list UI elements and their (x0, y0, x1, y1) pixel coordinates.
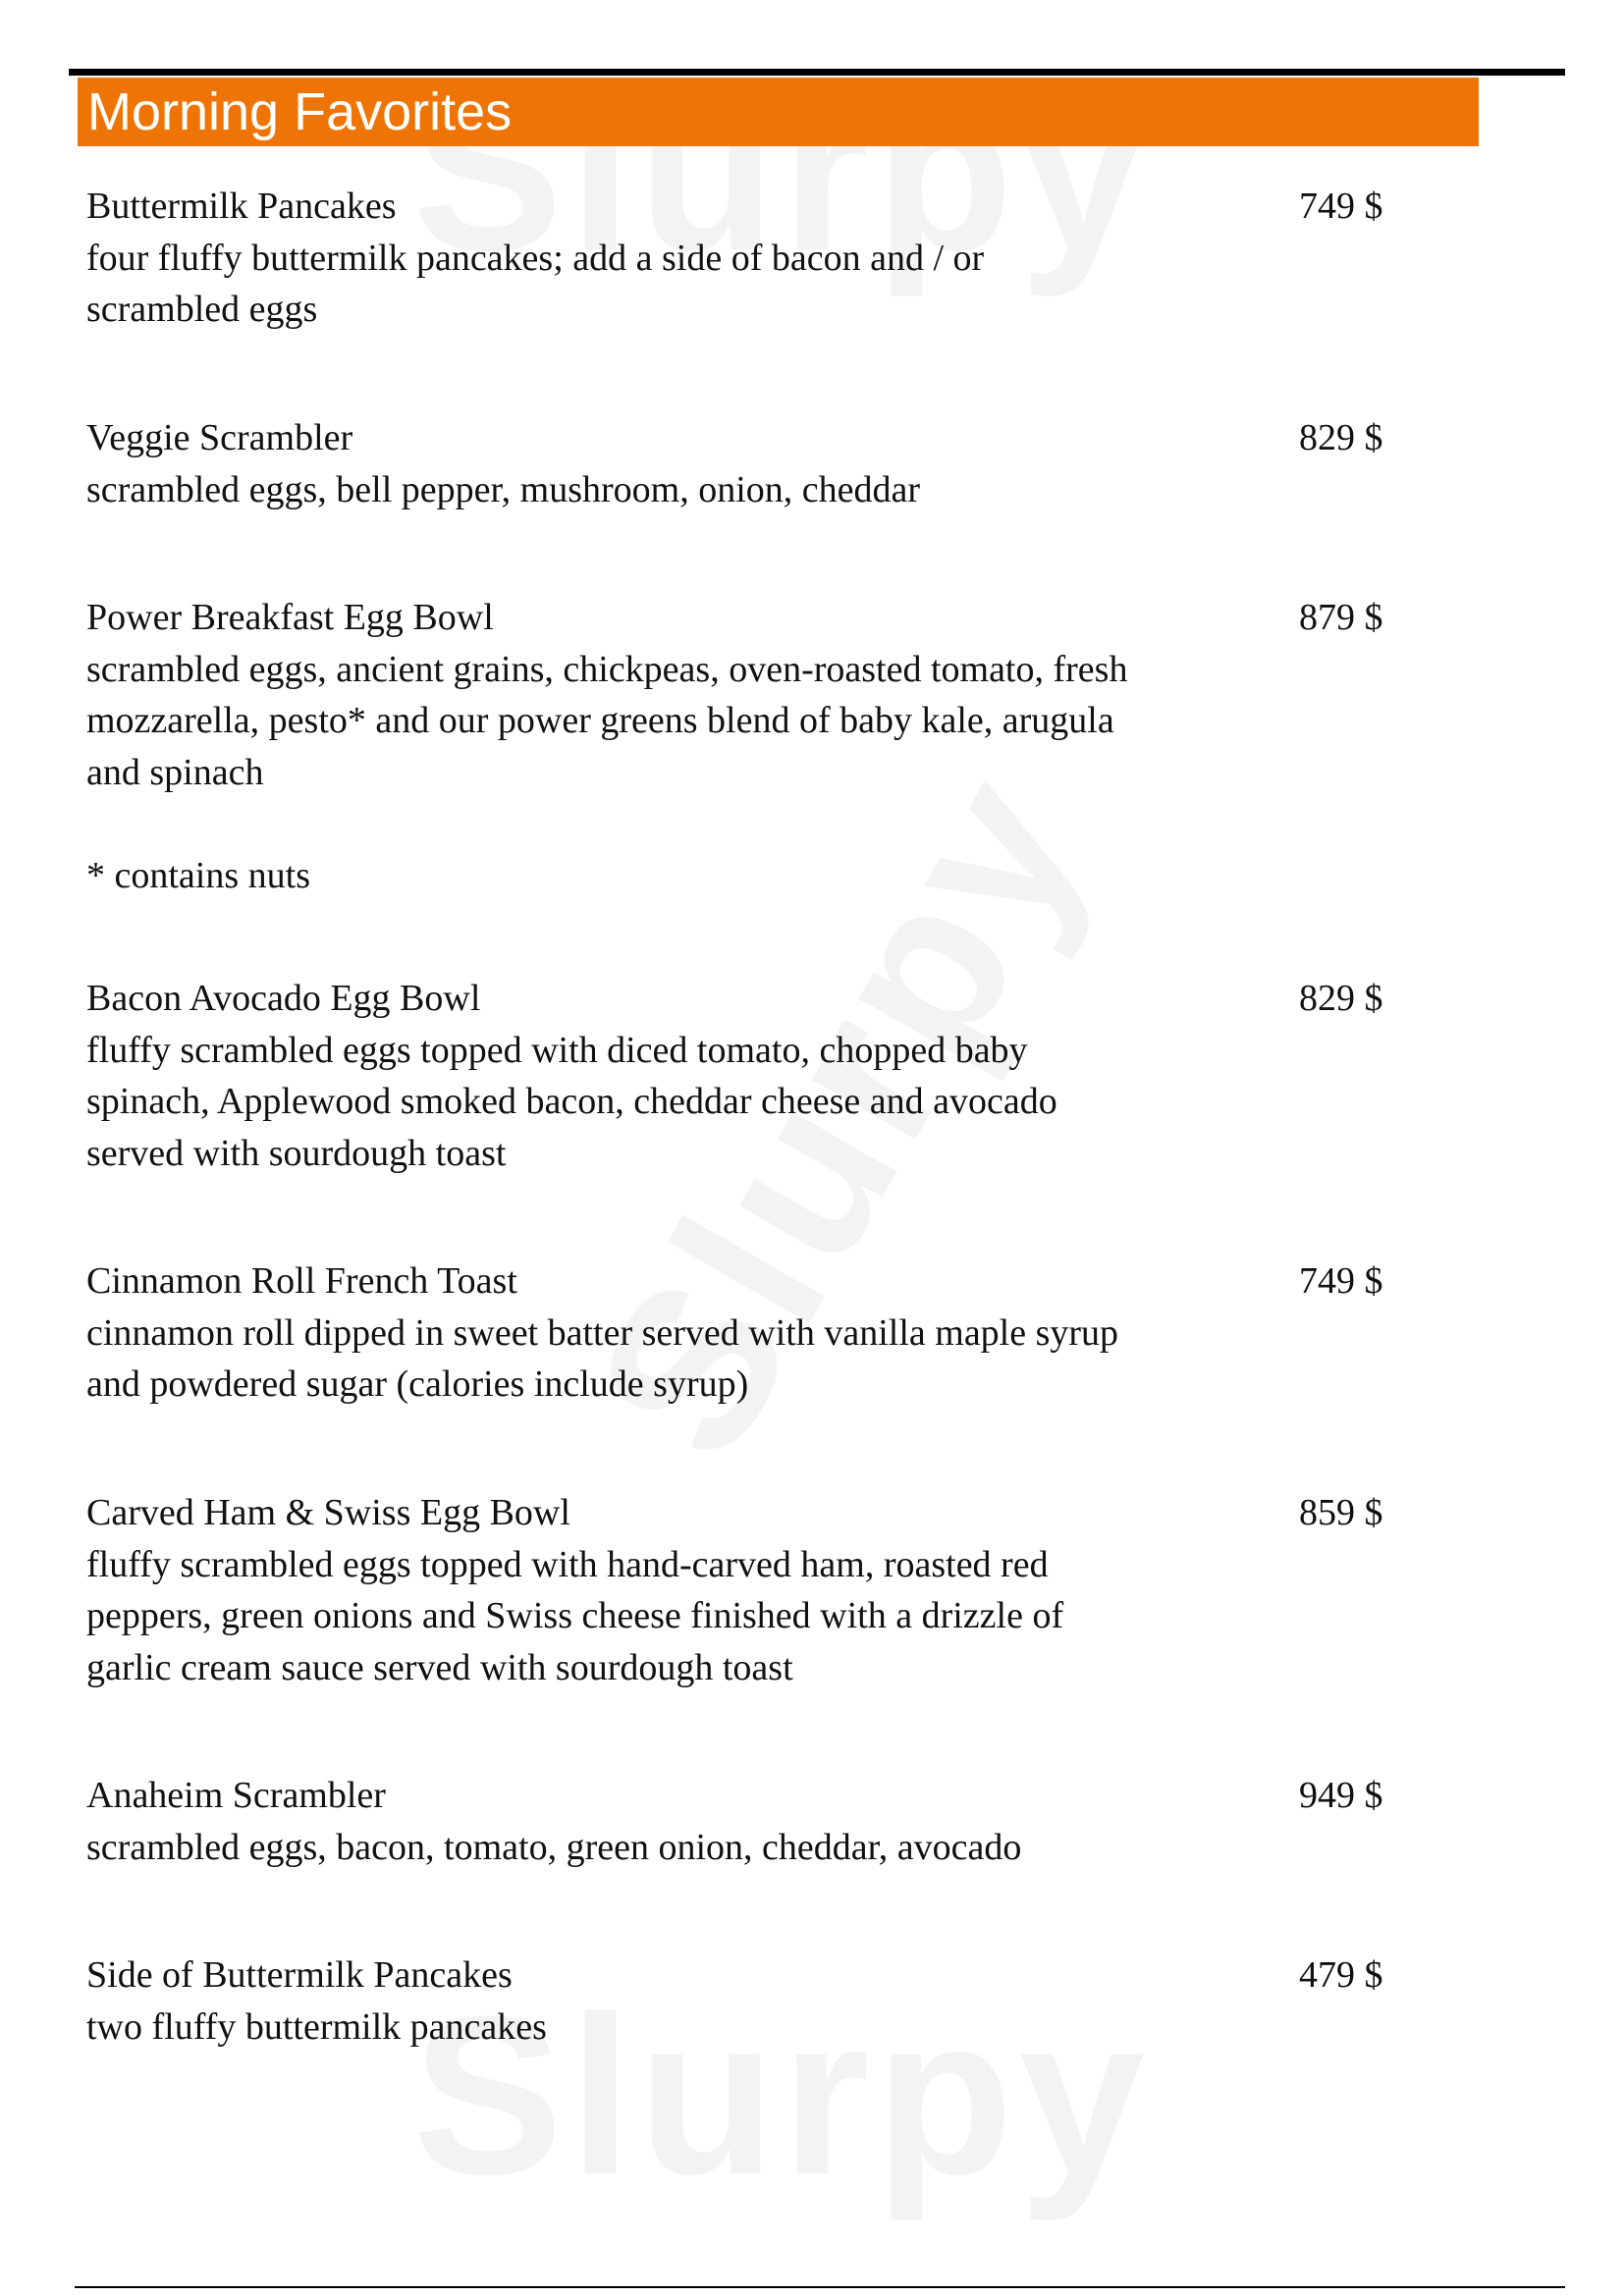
item-name: Carved Ham & Swiss Egg Bowl (86, 1492, 570, 1533)
item-description: peppers, green onions and Swiss cheese finished with a drizzle of (86, 1595, 1064, 1636)
menu-item-side-of-buttermilk-pancakes (86, 1949, 1402, 2053)
section-title: Morning Favorites (87, 82, 513, 141)
section-header (78, 78, 1479, 146)
item-description: scrambled eggs, bell pepper, mushroom, onion, cheddar (86, 468, 921, 510)
menu-item-cinnamon-roll-french-toast (86, 1255, 1402, 1411)
item-note: * contains nuts (86, 854, 310, 896)
item-price: 949 $ (1299, 1775, 1383, 1816)
menu-item-veggie-scrambler (86, 412, 1402, 515)
item-price: 879 $ (1299, 597, 1383, 638)
item-name: Buttermilk Pancakes (86, 186, 397, 227)
item-price: 479 $ (1299, 1954, 1383, 1996)
item-description: fluffy scrambled eggs topped with diced tomato, chopped baby (86, 1029, 1028, 1071)
item-price: 829 $ (1299, 978, 1383, 1019)
item-price: 749 $ (1299, 1260, 1383, 1302)
item-description: garlic cream sauce served with sourdough toast (86, 1646, 793, 1688)
item-description: scrambled eggs (86, 289, 318, 330)
item-description: scrambled eggs, ancient grains, chickpeas, oven-roasted tomato, fresh (86, 648, 1128, 690)
item-price: 829 $ (1299, 417, 1383, 458)
menu-item-anaheim-scrambler (86, 1770, 1402, 1873)
item-description: fluffy scrambled eggs topped with hand-carved ham, roasted red (86, 1543, 1049, 1585)
item-description: scrambled eggs, bacon, tomato, green onion, cheddar, avocado (86, 1826, 1022, 1868)
item-description: and powdered sugar (calories include syrup) (86, 1363, 749, 1405)
item-name: Bacon Avocado Egg Bowl (86, 978, 481, 1019)
item-description: and spinach (86, 751, 264, 793)
item-name: Power Breakfast Egg Bowl (86, 597, 494, 638)
item-description: spinach, Applewood smoked bacon, cheddar cheese and avocado (86, 1081, 1057, 1122)
menu-item-buttermilk-pancakes (86, 181, 1402, 336)
item-description: mozzarella, pesto* and our power greens blend of baby kale, arugula (86, 700, 1114, 741)
item-name: Cinnamon Roll French Toast (86, 1260, 517, 1302)
item-price: 749 $ (1299, 186, 1383, 227)
item-name: Anaheim Scrambler (86, 1775, 386, 1816)
item-name: Side of Buttermilk Pancakes (86, 1954, 513, 1996)
item-description: served with sourdough toast (86, 1132, 507, 1174)
item-description: two fluffy buttermilk pancakes (86, 2005, 547, 2048)
menu-item-power-breakfast-egg-bowl (86, 592, 1402, 901)
menu-item-carved-ham-swiss-egg-bowl (86, 1487, 1402, 1693)
item-price: 859 $ (1299, 1492, 1383, 1533)
menu-item-bacon-avocado-egg-bowl (86, 973, 1402, 1179)
item-description: cinnamon roll dipped in sweet batter served with vanilla maple syrup (86, 1311, 1119, 1354)
item-description: four fluffy buttermilk pancakes; add a side of bacon and / or (86, 237, 985, 279)
top-rule (69, 69, 1565, 76)
item-name: Veggie Scrambler (86, 417, 353, 458)
bottom-rule (75, 2286, 1565, 2288)
